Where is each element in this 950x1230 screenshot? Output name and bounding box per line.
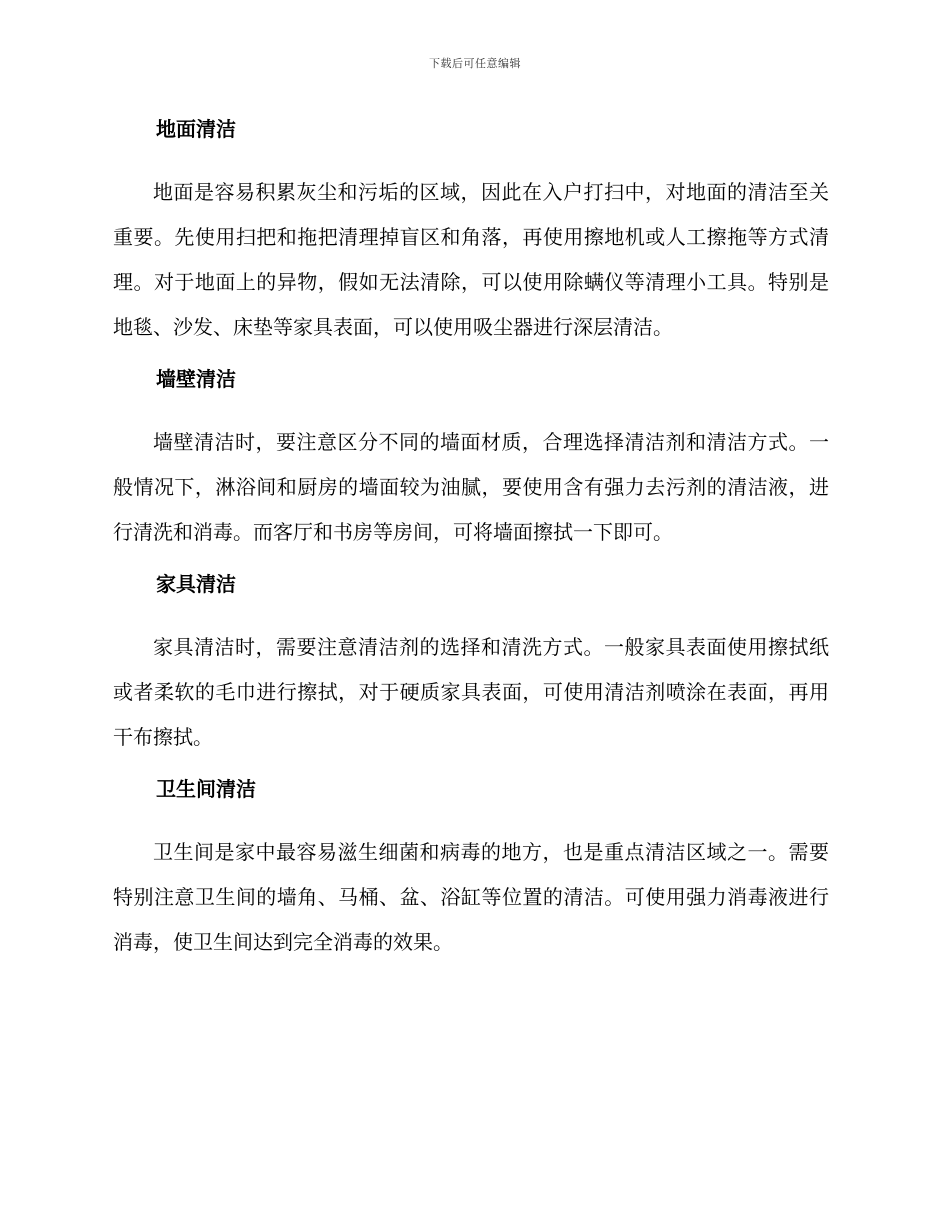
- section-wall-cleaning: [113, 364, 829, 555]
- section-paragraph: 墙壁清洁时，要注意区分不同的墙面材质，合理选择清洁剂和清洁方式。一般情况下，淋浴间和厨房的墙面较为油腻，要使用含有强力去污剂的清洁液，进行清洗和消毒。而客厅和书房等房间，可将墙面擦拭一下即可。: [113, 430, 829, 544]
- section-title: 家具清洁: [156, 572, 236, 596]
- section-bathroom-cleaning: [113, 774, 829, 965]
- section-furniture-cleaning: [113, 569, 829, 760]
- section-paragraph: 地面是容易积累灰尘和污垢的区域，因此在入户打扫中，对地面的清洁至关重要。先使用扫把和拖把清理掉盲区和角落，再使用擦地机或人工擦拖等方式清理。对于地面上的异物，假如无法清除，可以使用除螨仪等清理小工具。特别是地毯、沙发、床垫等家具表面，可以使用吸尘器进行深层清洁。: [113, 180, 829, 339]
- document-content: [113, 114, 829, 979]
- section-floor-cleaning: [113, 114, 829, 350]
- section-paragraph: 家具清洁时，需要注意清洁剂的选择和清洗方式。一般家具表面使用擦拭纸或者柔软的毛巾进行擦拭，对于硬质家具表面，可使用清洁剂喷涂在表面，再用干布擦拭。: [113, 635, 829, 749]
- section-paragraph: 卫生间是家中最容易滋生细菌和病毒的地方，也是重点清洁区域之一。需要特别注意卫生间的墙角、马桶、盆、浴缸等位置的清洁。可使用强力消毒液进行消毒，使卫生间达到完全消毒的效果。: [113, 840, 829, 954]
- section-title: 墙壁清洁: [156, 367, 236, 391]
- section-title: 卫生间清洁: [156, 777, 256, 801]
- section-title: 地面清洁: [156, 117, 236, 141]
- header-note: 下载后可任意编辑: [429, 57, 521, 70]
